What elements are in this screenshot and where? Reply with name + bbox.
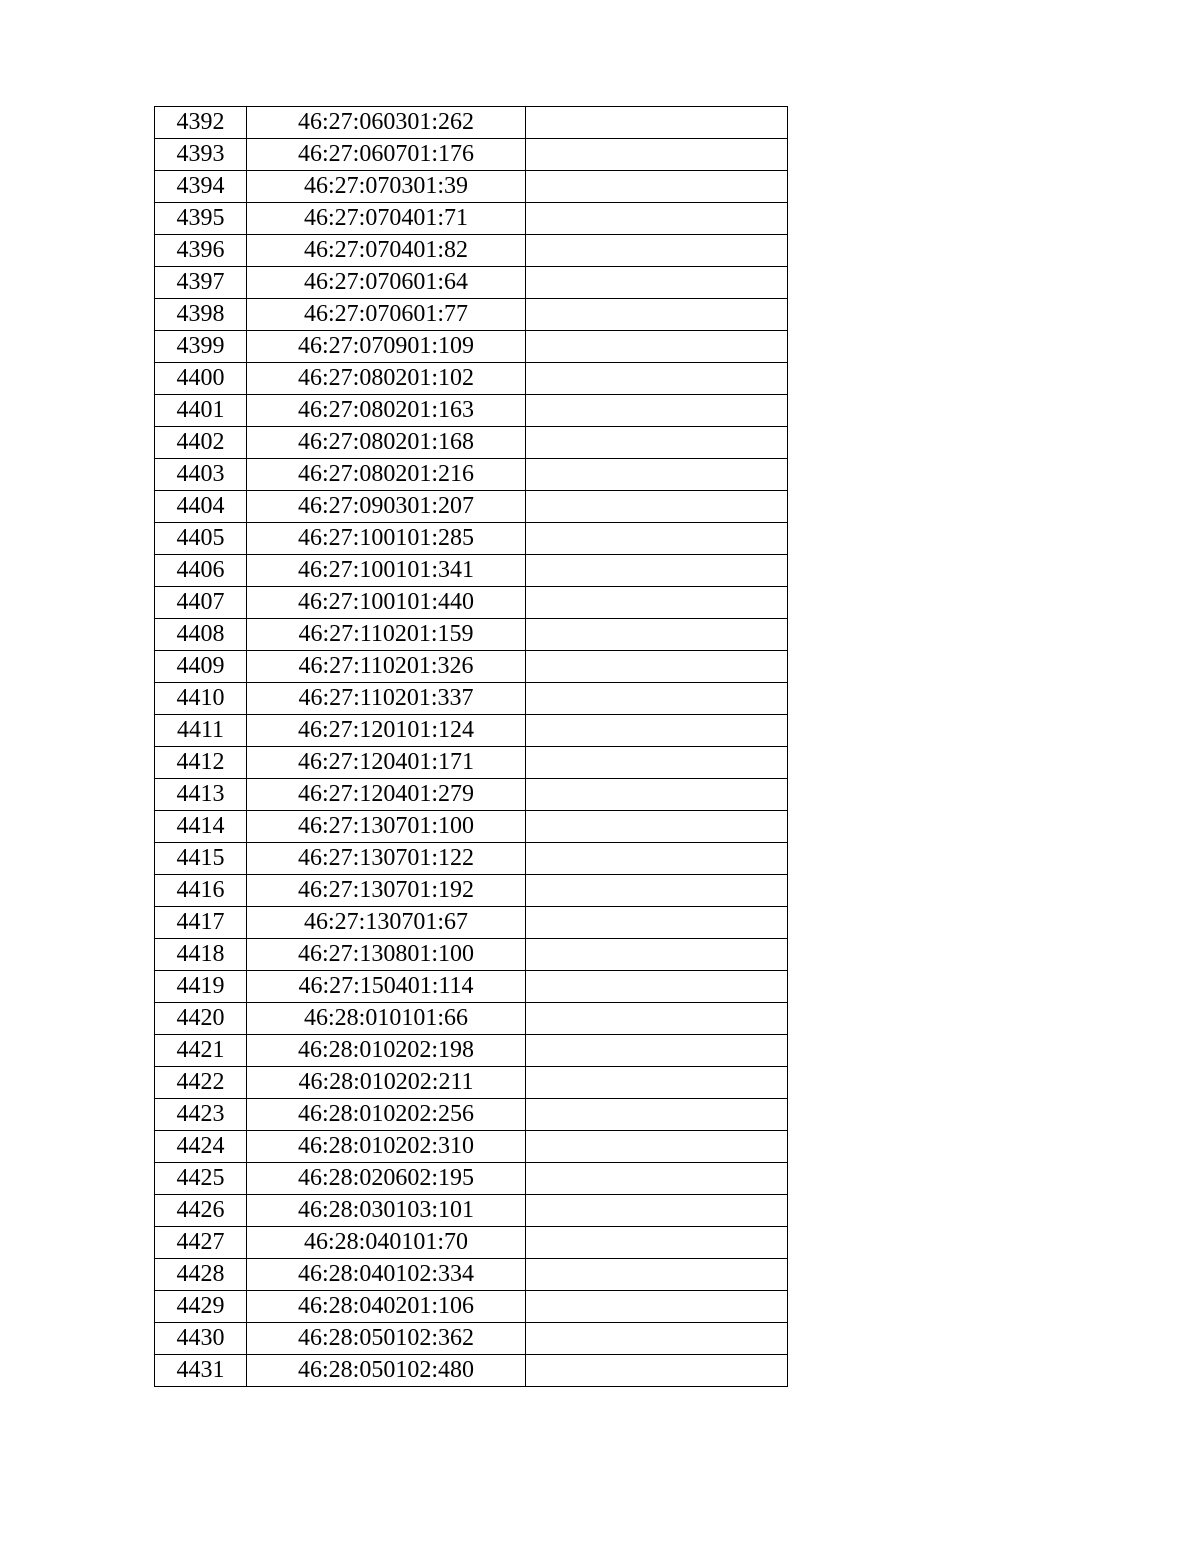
- row-number-cell: 4411: [155, 715, 247, 747]
- table-row: [155, 267, 788, 299]
- table-row: [155, 747, 788, 779]
- row-number-cell: 4394: [155, 171, 247, 203]
- empty-cell: [526, 523, 788, 555]
- row-number-cell: 4407: [155, 587, 247, 619]
- empty-cell: [526, 843, 788, 875]
- cadastral-number-cell: 46:28:010202:256: [247, 1099, 526, 1131]
- cadastral-number-cell: 46:27:070901:109: [247, 331, 526, 363]
- empty-cell: [526, 1227, 788, 1259]
- row-number-cell: 4419: [155, 971, 247, 1003]
- empty-cell: [526, 1067, 788, 1099]
- empty-cell: [526, 715, 788, 747]
- table-row: [155, 1195, 788, 1227]
- empty-cell: [526, 299, 788, 331]
- empty-cell: [526, 907, 788, 939]
- cadastral-number-cell: 46:27:080201:102: [247, 363, 526, 395]
- row-number-cell: 4397: [155, 267, 247, 299]
- cadastral-number-cell: 46:27:090301:207: [247, 491, 526, 523]
- table-row: [155, 939, 788, 971]
- table-row: [155, 1131, 788, 1163]
- row-number-cell: 4399: [155, 331, 247, 363]
- table-row: [155, 363, 788, 395]
- cadastral-number-cell: 46:27:120401:279: [247, 779, 526, 811]
- table-row: [155, 235, 788, 267]
- cadastral-table: [154, 106, 788, 1387]
- row-number-cell: 4427: [155, 1227, 247, 1259]
- row-number-cell: 4413: [155, 779, 247, 811]
- empty-cell: [526, 331, 788, 363]
- cadastral-number-cell: 46:27:060301:262: [247, 107, 526, 139]
- row-number-cell: 4414: [155, 811, 247, 843]
- cadastral-number-cell: 46:27:130701:192: [247, 875, 526, 907]
- cadastral-number-cell: 46:27:130701:122: [247, 843, 526, 875]
- row-number-cell: 4424: [155, 1131, 247, 1163]
- row-number-cell: 4405: [155, 523, 247, 555]
- table-row: [155, 203, 788, 235]
- table-row: [155, 907, 788, 939]
- cadastral-number-cell: 46:28:030103:101: [247, 1195, 526, 1227]
- cadastral-number-cell: 46:27:130701:100: [247, 811, 526, 843]
- table-row: [155, 491, 788, 523]
- empty-cell: [526, 587, 788, 619]
- empty-cell: [526, 1003, 788, 1035]
- cadastral-number-cell: 46:27:130701:67: [247, 907, 526, 939]
- table-row: [155, 427, 788, 459]
- row-number-cell: 4416: [155, 875, 247, 907]
- table-row: [155, 875, 788, 907]
- table-row: [155, 1003, 788, 1035]
- cadastral-number-cell: 46:28:010101:66: [247, 1003, 526, 1035]
- empty-cell: [526, 651, 788, 683]
- cadastral-number-cell: 46:28:010202:211: [247, 1067, 526, 1099]
- cadastral-number-cell: 46:27:070301:39: [247, 171, 526, 203]
- table-row: [155, 1355, 788, 1387]
- row-number-cell: 4392: [155, 107, 247, 139]
- cadastral-number-cell: 46:28:040101:70: [247, 1227, 526, 1259]
- row-number-cell: 4425: [155, 1163, 247, 1195]
- row-number-cell: 4402: [155, 427, 247, 459]
- table-row: [155, 843, 788, 875]
- cadastral-number-cell: 46:27:080201:168: [247, 427, 526, 459]
- cadastral-number-cell: 46:27:130801:100: [247, 939, 526, 971]
- cadastral-number-cell: 46:27:100101:341: [247, 555, 526, 587]
- cadastral-number-cell: 46:27:100101:440: [247, 587, 526, 619]
- row-number-cell: 4412: [155, 747, 247, 779]
- cadastral-number-cell: 46:27:120401:171: [247, 747, 526, 779]
- empty-cell: [526, 1355, 788, 1387]
- empty-cell: [526, 779, 788, 811]
- row-number-cell: 4408: [155, 619, 247, 651]
- cadastral-number-cell: 46:27:080201:163: [247, 395, 526, 427]
- cadastral-number-cell: 46:27:150401:114: [247, 971, 526, 1003]
- empty-cell: [526, 395, 788, 427]
- cadastral-number-cell: 46:28:050102:480: [247, 1355, 526, 1387]
- row-number-cell: 4429: [155, 1291, 247, 1323]
- empty-cell: [526, 1323, 788, 1355]
- empty-cell: [526, 555, 788, 587]
- cadastral-number-cell: 46:27:070601:64: [247, 267, 526, 299]
- table-row: [155, 1227, 788, 1259]
- table-row: [155, 651, 788, 683]
- empty-cell: [526, 139, 788, 171]
- cadastral-number-cell: 46:27:070401:71: [247, 203, 526, 235]
- row-number-cell: 4417: [155, 907, 247, 939]
- table-row: [155, 779, 788, 811]
- cadastral-number-cell: 46:27:110201:159: [247, 619, 526, 651]
- cadastral-number-cell: 46:28:040102:334: [247, 1259, 526, 1291]
- row-number-cell: 4420: [155, 1003, 247, 1035]
- cadastral-number-cell: 46:27:060701:176: [247, 139, 526, 171]
- empty-cell: [526, 811, 788, 843]
- row-number-cell: 4421: [155, 1035, 247, 1067]
- table-row: [155, 971, 788, 1003]
- empty-cell: [526, 875, 788, 907]
- row-number-cell: 4403: [155, 459, 247, 491]
- cadastral-number-cell: 46:27:120101:124: [247, 715, 526, 747]
- row-number-cell: 4426: [155, 1195, 247, 1227]
- table-row: [155, 715, 788, 747]
- table-row: [155, 139, 788, 171]
- row-number-cell: 4430: [155, 1323, 247, 1355]
- row-number-cell: 4398: [155, 299, 247, 331]
- cadastral-number-cell: 46:27:100101:285: [247, 523, 526, 555]
- empty-cell: [526, 747, 788, 779]
- cadastral-number-cell: 46:27:110201:337: [247, 683, 526, 715]
- table-row: [155, 683, 788, 715]
- empty-cell: [526, 1259, 788, 1291]
- row-number-cell: 4404: [155, 491, 247, 523]
- cadastral-number-cell: 46:28:010202:198: [247, 1035, 526, 1067]
- table-row: [155, 1259, 788, 1291]
- table-row: [155, 1099, 788, 1131]
- empty-cell: [526, 1099, 788, 1131]
- row-number-cell: 4409: [155, 651, 247, 683]
- cadastral-number-cell: 46:27:080201:216: [247, 459, 526, 491]
- empty-cell: [526, 1163, 788, 1195]
- cadastral-number-cell: 46:27:110201:326: [247, 651, 526, 683]
- table-row: [155, 555, 788, 587]
- cadastral-number-cell: 46:28:020602:195: [247, 1163, 526, 1195]
- empty-cell: [526, 971, 788, 1003]
- table-row: [155, 1291, 788, 1323]
- empty-cell: [526, 1195, 788, 1227]
- table-row: [155, 459, 788, 491]
- row-number-cell: 4396: [155, 235, 247, 267]
- empty-cell: [526, 1035, 788, 1067]
- table-row: [155, 1323, 788, 1355]
- table-row: [155, 1035, 788, 1067]
- row-number-cell: 4401: [155, 395, 247, 427]
- cadastral-number-cell: 46:28:040201:106: [247, 1291, 526, 1323]
- empty-cell: [526, 1291, 788, 1323]
- row-number-cell: 4431: [155, 1355, 247, 1387]
- table-body: [155, 107, 788, 1387]
- table-row: [155, 1067, 788, 1099]
- table-row: [155, 331, 788, 363]
- empty-cell: [526, 939, 788, 971]
- table-row: [155, 1163, 788, 1195]
- table-row: [155, 587, 788, 619]
- table-row: [155, 523, 788, 555]
- empty-cell: [526, 427, 788, 459]
- empty-cell: [526, 235, 788, 267]
- row-number-cell: 4393: [155, 139, 247, 171]
- row-number-cell: 4423: [155, 1099, 247, 1131]
- row-number-cell: 4422: [155, 1067, 247, 1099]
- table-row: [155, 107, 788, 139]
- cadastral-number-cell: 46:27:070401:82: [247, 235, 526, 267]
- empty-cell: [526, 459, 788, 491]
- empty-cell: [526, 107, 788, 139]
- row-number-cell: 4428: [155, 1259, 247, 1291]
- empty-cell: [526, 491, 788, 523]
- empty-cell: [526, 619, 788, 651]
- cadastral-number-cell: 46:28:010202:310: [247, 1131, 526, 1163]
- row-number-cell: 4410: [155, 683, 247, 715]
- table-row: [155, 171, 788, 203]
- row-number-cell: 4406: [155, 555, 247, 587]
- empty-cell: [526, 171, 788, 203]
- table-row: [155, 811, 788, 843]
- cadastral-number-cell: 46:28:050102:362: [247, 1323, 526, 1355]
- empty-cell: [526, 683, 788, 715]
- empty-cell: [526, 267, 788, 299]
- row-number-cell: 4400: [155, 363, 247, 395]
- row-number-cell: 4415: [155, 843, 247, 875]
- empty-cell: [526, 203, 788, 235]
- table-row: [155, 395, 788, 427]
- table-row: [155, 299, 788, 331]
- empty-cell: [526, 1131, 788, 1163]
- row-number-cell: 4395: [155, 203, 247, 235]
- row-number-cell: 4418: [155, 939, 247, 971]
- table-row: [155, 619, 788, 651]
- cadastral-number-cell: 46:27:070601:77: [247, 299, 526, 331]
- empty-cell: [526, 363, 788, 395]
